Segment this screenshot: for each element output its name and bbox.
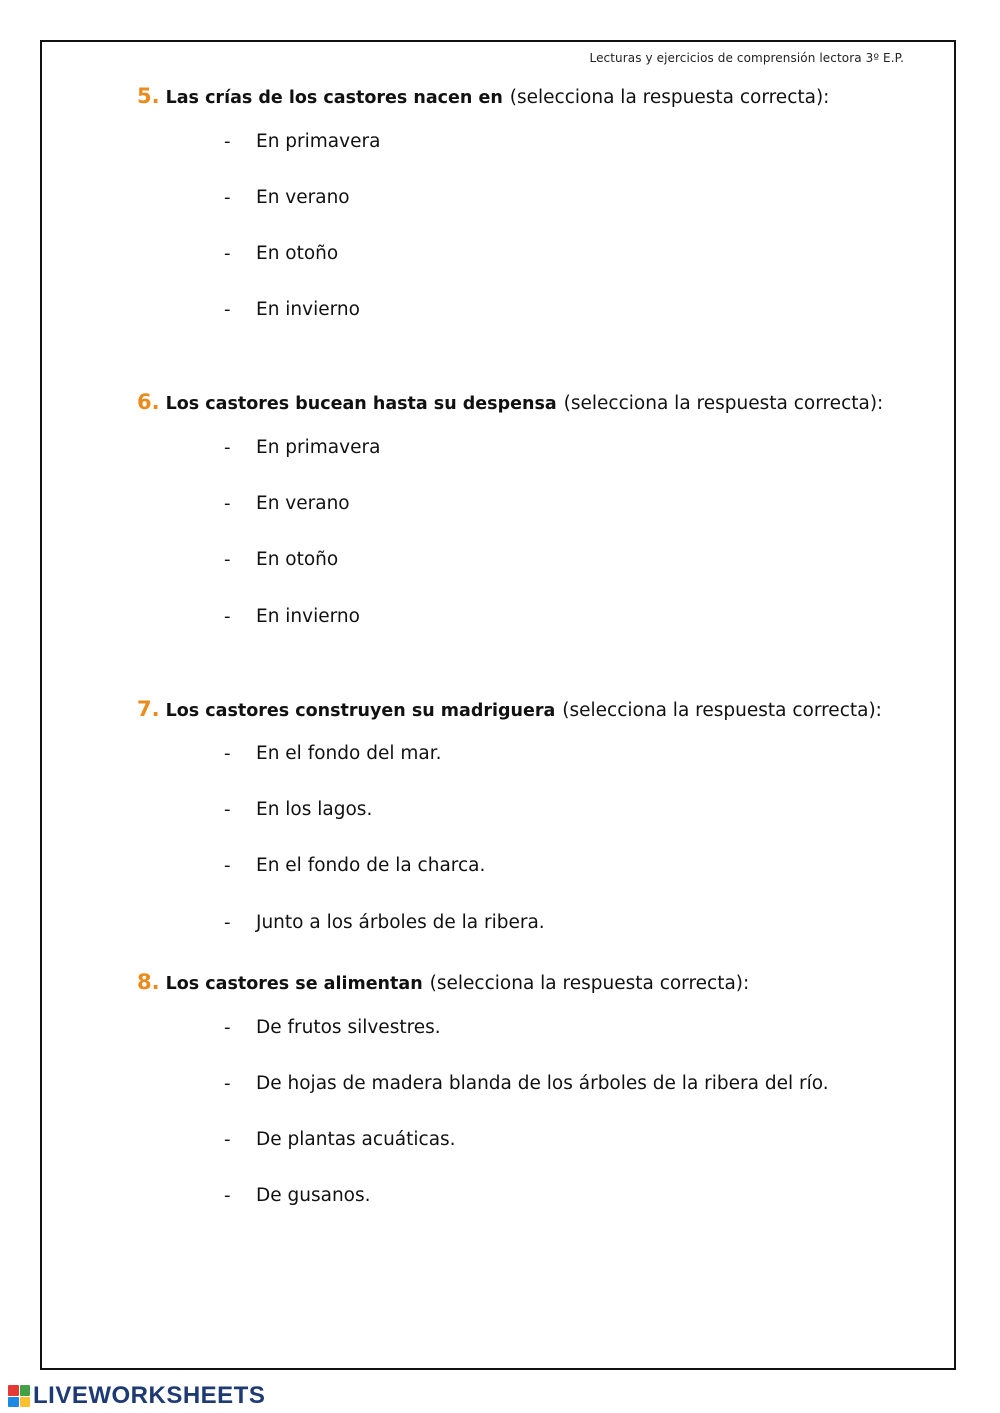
- question-text: Las crías de los castores nacen en: [165, 88, 503, 108]
- option-dash: -: [224, 187, 231, 208]
- question-hint: (selecciona la respuesta correcta):: [509, 87, 830, 108]
- option-q8-2[interactable]: [224, 1073, 829, 1099]
- option-q5-1[interactable]: [224, 131, 380, 157]
- header-note: Lecturas y ejercicios de comprensión lectora 3º E.P.: [589, 51, 904, 65]
- option-q8-4[interactable]: [224, 1185, 371, 1211]
- logo-square: [20, 1385, 31, 1396]
- option-q5-3[interactable]: [224, 243, 338, 269]
- option-q6-1[interactable]: [224, 437, 380, 463]
- option-dash: -: [224, 243, 231, 264]
- option-q5-2[interactable]: [224, 187, 350, 213]
- option-text[interactable]: De frutos silvestres.: [256, 1017, 441, 1038]
- brand-name: LIVEWORKSHEETS: [33, 1382, 266, 1409]
- option-text[interactable]: En primavera: [256, 437, 381, 458]
- question-number: 7.: [137, 697, 160, 721]
- logo-square: [8, 1397, 19, 1408]
- option-dash: -: [224, 1129, 231, 1150]
- option-text[interactable]: En otoño: [256, 549, 339, 570]
- option-text[interactable]: De plantas acuáticas.: [256, 1129, 456, 1150]
- option-dash: -: [224, 549, 231, 570]
- option-dash: -: [224, 912, 231, 933]
- logo-square: [8, 1385, 19, 1396]
- option-text[interactable]: En verano: [256, 187, 350, 208]
- option-dash: -: [224, 299, 231, 320]
- option-dash: -: [224, 743, 231, 764]
- option-dash: -: [224, 1073, 231, 1094]
- option-dash: -: [224, 799, 231, 820]
- option-q6-2[interactable]: [224, 493, 350, 519]
- option-text[interactable]: En primavera: [256, 131, 381, 152]
- liveworksheets-logo-icon: [8, 1385, 30, 1407]
- option-q6-3[interactable]: [224, 549, 338, 575]
- option-text[interactable]: En verano: [256, 493, 350, 514]
- option-dash: -: [224, 1185, 231, 1206]
- question-hint: (selecciona la respuesta correcta):: [563, 393, 884, 414]
- option-text[interactable]: De hojas de madera blanda de los árboles de la ribera del río.: [256, 1073, 829, 1094]
- option-text[interactable]: En el fondo de la charca.: [256, 855, 486, 876]
- question-text: Los castores construyen su madriguera: [165, 701, 556, 721]
- question-5: [137, 84, 940, 114]
- option-q8-3[interactable]: [224, 1129, 456, 1155]
- question-hint: (selecciona la respuesta correcta):: [429, 973, 750, 994]
- question-number: 5.: [137, 84, 160, 108]
- question-text: Los castores se alimentan: [165, 974, 423, 994]
- option-dash: -: [224, 131, 231, 152]
- question-number: 8.: [137, 970, 160, 994]
- option-q6-4[interactable]: [224, 606, 360, 632]
- option-q7-3[interactable]: [224, 855, 485, 881]
- logo-square: [20, 1397, 31, 1408]
- option-q7-1[interactable]: [224, 743, 442, 769]
- question-7: [137, 697, 940, 727]
- question-hint: (selecciona la respuesta correcta):: [562, 700, 882, 721]
- option-q8-1[interactable]: [224, 1017, 441, 1043]
- option-text[interactable]: En otoño: [256, 243, 339, 264]
- question-6: [137, 390, 940, 420]
- option-text[interactable]: En invierno: [256, 299, 360, 320]
- option-q5-4[interactable]: [224, 299, 360, 325]
- option-text[interactable]: Junto a los árboles de la ribera.: [256, 912, 545, 933]
- option-dash: -: [224, 606, 231, 627]
- option-q7-4[interactable]: [224, 912, 545, 938]
- option-dash: -: [224, 1017, 231, 1038]
- option-q7-2[interactable]: [224, 799, 372, 825]
- option-dash: -: [224, 437, 231, 458]
- option-text[interactable]: En el fondo del mar.: [256, 743, 442, 764]
- liveworksheets-brand[interactable]: [8, 1383, 265, 1409]
- question-number: 6.: [137, 390, 160, 414]
- option-text[interactable]: De gusanos.: [256, 1185, 371, 1206]
- question-8: [137, 970, 940, 1000]
- question-text: Los castores bucean hasta su despensa: [165, 394, 557, 414]
- option-text[interactable]: En invierno: [256, 606, 360, 627]
- option-dash: -: [224, 493, 231, 514]
- option-dash: -: [224, 855, 231, 876]
- option-text[interactable]: En los lagos.: [256, 799, 373, 820]
